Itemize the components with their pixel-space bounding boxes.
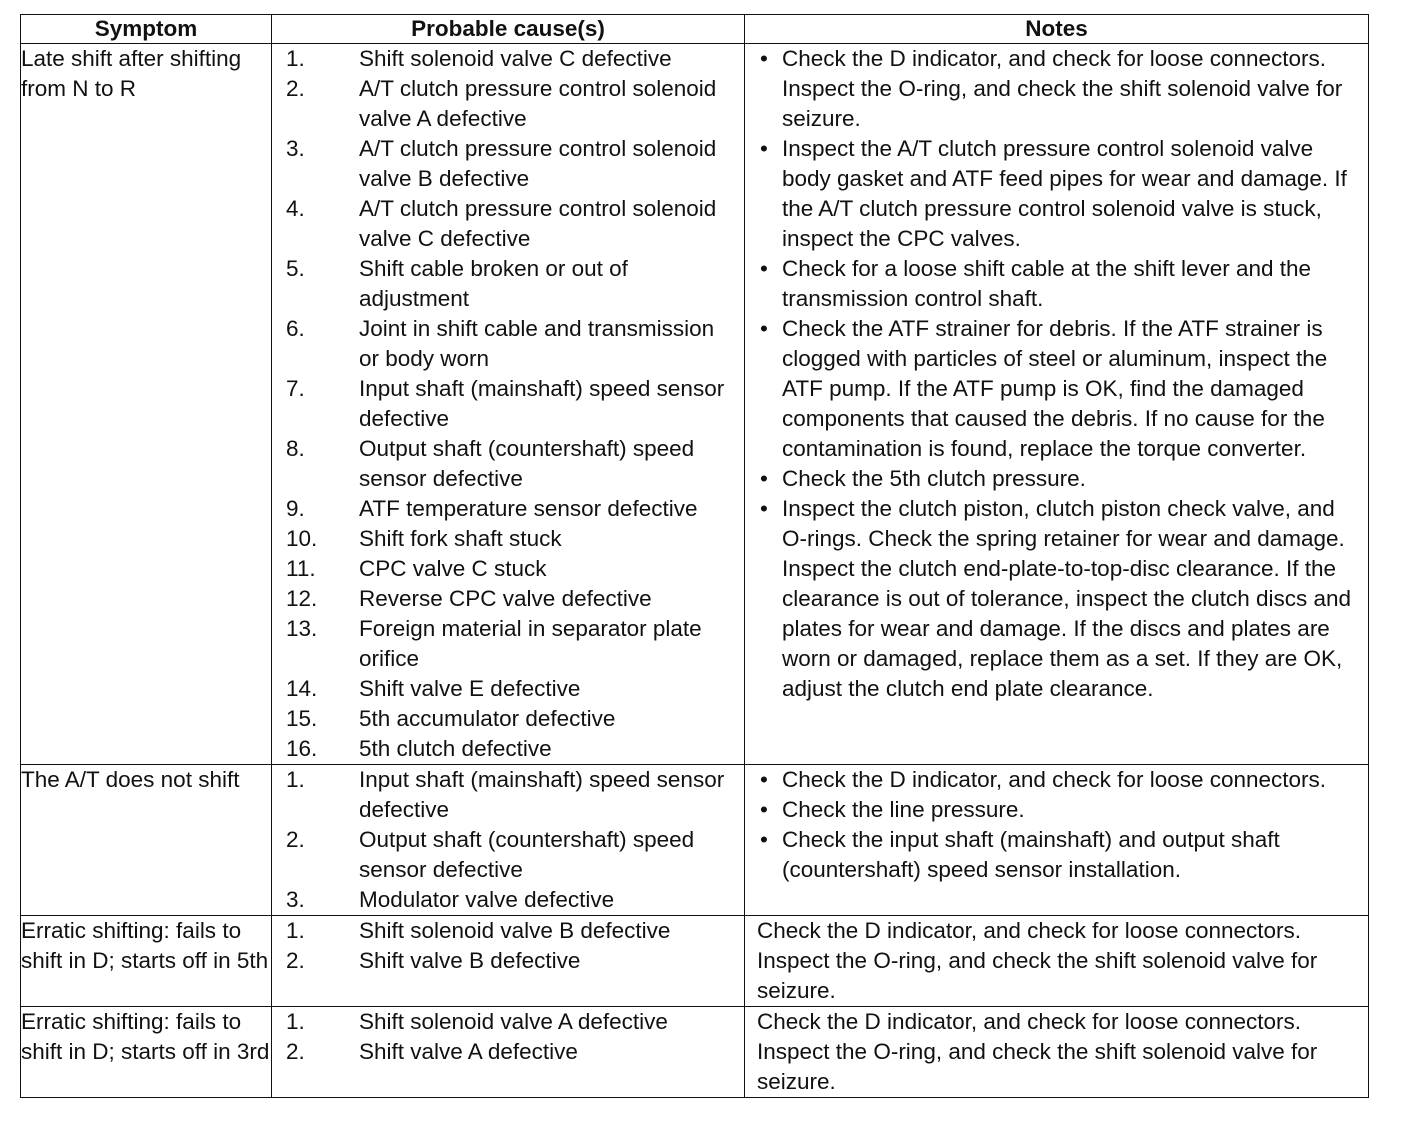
cause-text: A/T clutch pressure control solenoid valve A defective [359, 76, 717, 131]
symptom-cell: Erratic shifting: fails to shift in D; starts off in 5th [21, 916, 272, 1007]
cause-item [272, 584, 744, 614]
note-item [745, 44, 1368, 134]
note-item [745, 825, 1368, 885]
table-body [21, 44, 1369, 1098]
causes-cell [272, 916, 745, 1007]
cause-item [272, 1037, 744, 1067]
cause-number: 15. [286, 706, 318, 731]
cause-number: 7. [286, 376, 305, 401]
bullet-icon: • [760, 767, 768, 792]
cause-list [272, 44, 744, 764]
cause-number: 11. [286, 556, 316, 581]
header-probable-causes: Probable cause(s) [272, 15, 745, 44]
cause-item [272, 524, 744, 554]
note-text: Check the ATF strainer for debris. If the ATF strainer is clogged with particles of steel or aluminum, inspect the ATF pump. If the ATF pump is OK, find the damaged components that caused the debris. If no cause for the contamination is found, replace the torque converter. [782, 316, 1328, 461]
cause-number: 14. [286, 676, 318, 701]
cause-text: Foreign material in separator plate orifice [359, 616, 702, 671]
cause-item [272, 946, 744, 976]
cause-text: Shift solenoid valve B defective [359, 918, 671, 943]
cause-item [272, 674, 744, 704]
cause-number: 2. [286, 827, 305, 852]
cause-text: Input shaft (mainshaft) speed sensor defective [359, 376, 725, 431]
table-row [21, 916, 1369, 1007]
notes-cell [745, 44, 1369, 765]
note-text: Check the line pressure. [782, 797, 1025, 822]
cause-text: Output shaft (countershaft) speed sensor defective [359, 436, 695, 491]
cause-text: 5th accumulator defective [359, 706, 616, 731]
cause-text: Reverse CPC valve defective [359, 586, 652, 611]
note-item [745, 134, 1368, 254]
cause-text: Joint in shift cable and transmission or body worn [359, 316, 715, 371]
cause-text: Modulator valve defective [359, 887, 615, 912]
cause-item [272, 885, 744, 915]
cause-list [272, 765, 744, 915]
cause-number: 3. [286, 887, 305, 912]
table-row [21, 44, 1369, 765]
cause-item [272, 1007, 744, 1037]
cause-text: A/T clutch pressure control solenoid valve B defective [359, 136, 717, 191]
bullet-icon: • [760, 466, 768, 491]
bullet-icon: • [760, 316, 768, 341]
troubleshooting-table [20, 14, 1369, 1098]
cause-number: 1. [286, 46, 305, 71]
note-text: Check the input shaft (mainshaft) and output shaft (countershaft) speed sensor installation. [782, 827, 1280, 882]
cause-item [272, 614, 744, 674]
cause-item [272, 765, 744, 825]
cause-number: 10. [286, 526, 318, 551]
cause-number: 2. [286, 948, 305, 973]
table-row [21, 765, 1369, 916]
bullet-icon: • [760, 496, 768, 521]
note-item [745, 795, 1368, 825]
table-row [21, 1007, 1369, 1098]
cause-text: Input shaft (mainshaft) speed sensor defective [359, 767, 725, 822]
causes-cell [272, 44, 745, 765]
cause-number: 16. [286, 736, 318, 761]
note-item [745, 494, 1368, 704]
cause-item [272, 194, 744, 254]
symptom-cell: Erratic shifting: fails to shift in D; starts off in 3rd [21, 1007, 272, 1098]
cause-item [272, 734, 744, 764]
cause-text: Shift solenoid valve C defective [359, 46, 672, 71]
cause-item [272, 314, 744, 374]
cause-number: 2. [286, 1039, 305, 1064]
note-text: Check the 5th clutch pressure. [782, 466, 1086, 491]
cause-number: 13. [286, 616, 318, 641]
bullet-icon: • [760, 256, 768, 281]
notes-list [745, 44, 1368, 704]
note-item [745, 765, 1368, 795]
note-text: Check the D indicator, and check for loose connectors. Inspect the O-ring, and check the shift solenoid valve for seizure. [757, 918, 1318, 1003]
cause-item [272, 134, 744, 194]
note-text: Inspect the clutch piston, clutch piston check valve, and O-rings. Check the spring retainer for wear and damage. Inspect the clutch end-plate-to-top-disc clearance. If the clearance is out of tolerance, inspect the clutch discs and plates for wear and damage. If the discs and plates are worn or damaged, replace them as a set. If they are OK, adjust the clutch end plate clearance. [782, 496, 1352, 701]
bullet-icon: • [760, 827, 768, 852]
note-text: Inspect the A/T clutch pressure control solenoid valve body gasket and ATF feed pipes for wear and damage. If the A/T clutch pressure control solenoid valve is stuck, inspect the CPC valves. [782, 136, 1347, 251]
bullet-icon: • [760, 136, 768, 161]
note-text: Check the D indicator, and check for loose connectors. Inspect the O-ring, and check the shift solenoid valve for seizure. [782, 46, 1343, 131]
note-item [745, 254, 1368, 314]
cause-text: Shift solenoid valve A defective [359, 1009, 668, 1034]
cause-text: Shift fork shaft stuck [359, 526, 562, 551]
cause-number: 1. [286, 1009, 305, 1034]
cause-item [272, 704, 744, 734]
cause-text: Shift valve E defective [359, 676, 581, 701]
causes-cell [272, 765, 745, 916]
cause-text: Shift cable broken or out of adjustment [359, 256, 628, 311]
cause-text: Shift valve A defective [359, 1039, 578, 1064]
cause-number: 8. [286, 436, 305, 461]
cause-number: 12. [286, 586, 318, 611]
symptom-cell: The A/T does not shift [21, 765, 272, 916]
notes-cell [745, 765, 1369, 916]
cause-item [272, 554, 744, 584]
notes-cell [745, 1007, 1369, 1098]
cause-text: Shift valve B defective [359, 948, 581, 973]
cause-number: 4. [286, 196, 305, 221]
cause-list [272, 1007, 744, 1067]
cause-number: 2. [286, 76, 305, 101]
cause-number: 5. [286, 256, 305, 281]
symptom-cell: Late shift after shifting from N to R [21, 44, 272, 765]
cause-item [272, 916, 744, 946]
note-text: Check for a loose shift cable at the shift lever and the transmission control shaft. [782, 256, 1312, 311]
cause-text: 5th clutch defective [359, 736, 552, 761]
bullet-icon: • [760, 46, 768, 71]
cause-number: 6. [286, 316, 305, 341]
cause-text: ATF temperature sensor defective [359, 496, 698, 521]
header-symptom: Symptom [21, 15, 272, 44]
header-notes: Notes [745, 15, 1369, 44]
note-text: Check the D indicator, and check for loose connectors. [782, 767, 1327, 792]
cause-number: 3. [286, 136, 305, 161]
cause-text: CPC valve C stuck [359, 556, 547, 581]
cause-number: 1. [286, 918, 305, 943]
cause-list [272, 916, 744, 976]
cause-item [272, 44, 744, 74]
notes-cell [745, 916, 1369, 1007]
cause-item [272, 374, 744, 434]
cause-item [272, 254, 744, 314]
header-row [21, 15, 1369, 44]
note-text: Check the D indicator, and check for loose connectors. Inspect the O-ring, and check the shift solenoid valve for seizure. [757, 1009, 1318, 1094]
bullet-icon: • [760, 797, 768, 822]
cause-text: Output shaft (countershaft) speed sensor defective [359, 827, 695, 882]
cause-item [272, 74, 744, 134]
note-item [745, 314, 1368, 464]
cause-item [272, 494, 744, 524]
cause-item [272, 825, 744, 885]
note-item [745, 464, 1368, 494]
cause-text: A/T clutch pressure control solenoid valve C defective [359, 196, 717, 251]
causes-cell [272, 1007, 745, 1098]
notes-list [745, 765, 1368, 885]
cause-number: 1. [286, 767, 305, 792]
cause-number: 9. [286, 496, 305, 521]
cause-item [272, 434, 744, 494]
